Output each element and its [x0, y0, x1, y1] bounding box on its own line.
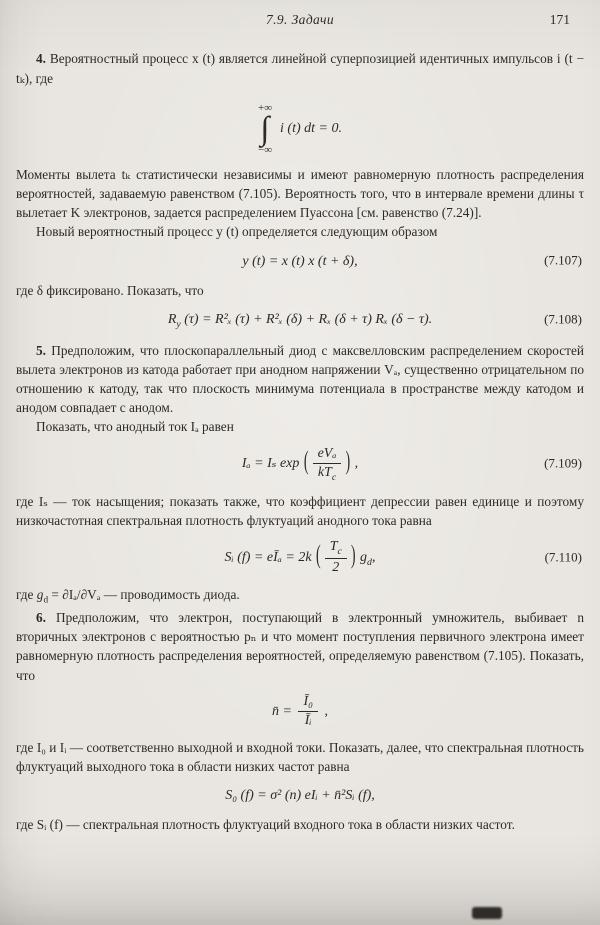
note-pre: где	[16, 587, 37, 603]
eq-7-109-lhs: Iₐ = Iₛ exp	[241, 456, 303, 472]
equation-nbar	[16, 694, 584, 729]
eq-7-109-den-sub: c	[331, 471, 337, 483]
problem-5-intro-text: Предположим, что плоскопараллельный диод с максвелловским распределением скоростей вылета электронов из катода работает при анодном напряжении Vₐ, существенно отрицательном по отношению к катоду, так что плоскость минимума потенциала в пространстве между катодом и анодом совпадает с анодом.	[16, 342, 584, 416]
eq-7-110-lhs: Sᵢ (f) = eĪₐ = 2k	[224, 549, 316, 565]
page-header	[16, 10, 584, 29]
integral-upper-limit: +∞	[258, 101, 273, 114]
note-g-sub: d	[43, 595, 49, 606]
problem-6-text-2: где I₀ и Iᵢ — соответственно выходной и входной токи. Показать, далее, что спектральная плотность флуктуаций выходного тока в области низких частот равна	[16, 739, 584, 775]
note-rest: = ∂Iₐ/∂Vₐ — проводимость диода.	[48, 587, 240, 603]
eq-7-108-base-sub: y	[176, 318, 181, 330]
eq-7-108-base: R	[167, 311, 177, 327]
eq-7-109-fraction	[313, 446, 342, 483]
eq-7-110-num-base: T	[329, 538, 338, 554]
eq-7-110-fraction	[325, 539, 347, 576]
problem-6-intro	[16, 608, 584, 685]
note-g-var: g	[36, 587, 44, 603]
eq-7-108-rest: (τ) = R²ₓ (τ) + R²ₓ (δ) + Rₓ (δ + τ) Rₓ (δ − τ).	[180, 311, 433, 327]
eq-nbar-fraction	[298, 694, 318, 729]
integral-expression	[258, 103, 342, 156]
eq-nbar-fraction-denominator: Īᵢ	[304, 712, 312, 728]
open-paren: (	[303, 448, 309, 477]
problem-6-text-3: где Sᵢ (f) — спектральная плотность флуктуаций входного тока в области низких частот.	[16, 817, 515, 833]
problem-4-text-4: где δ фиксировано. Показать, что	[16, 282, 204, 298]
eq-7-109-den-base: kT	[317, 464, 332, 480]
problem-5-conductance-note	[16, 585, 584, 608]
eq-7-110-rhs-sub: d	[367, 556, 372, 568]
problem-6-intro-text: Предположим, что электрон, поступающий в электронный умножитель, выбивает n вторичных электронов с вероятностью pₙ и что момент поступления первичного электрона имеет равномерную плотность распределения вероятностей, определяемую равенством (7.105). Показать, что	[16, 610, 584, 683]
integral-sign: ∫	[260, 110, 270, 147]
integral-sign-column	[258, 103, 272, 156]
equation-7-109-body	[241, 445, 359, 483]
equation-7-107	[16, 251, 584, 272]
integral-lower-limit: −∞	[258, 144, 273, 157]
eq-7-110-fraction-denominator: 2	[332, 560, 340, 576]
eq-7-110-fraction-numerator	[325, 539, 347, 559]
eq-nbar-lhs: n̄ =	[272, 703, 296, 719]
eq-7-110-tail: ,	[371, 549, 376, 565]
equation-nbar-body	[272, 693, 328, 728]
equation-7-108-number: (7.108)	[544, 312, 582, 327]
eq-nbar-fraction-numerator: Ī₀	[298, 694, 318, 712]
problem-4-text-2: Моменты вылета tₖ статистически независимы и имеют равномерную плотность распределения вероятностей, задаваемую равенством (7.105). Вероятность того, что в интервале времени длины τ вылетает K электронов, задается распределением Пуассона [см. равенство (7.24)].	[16, 167, 584, 221]
problem-5-intro	[16, 341, 584, 418]
equation-7-107-number: (7.107)	[544, 252, 582, 268]
problem-4-text-3: Новый вероятностный процесс y (t) определяется следующим образом	[36, 224, 438, 240]
problem-6-number: 6.	[36, 610, 46, 626]
open-paren: (	[316, 541, 321, 571]
equation-7-109-number: (7.109)	[544, 455, 582, 471]
equation-7-107-body: y (t) = x (t) x (t + δ),	[242, 253, 358, 269]
eq-7-109-fraction-numerator: eVₐ	[313, 446, 342, 464]
problem-5-number: 5.	[36, 342, 46, 358]
equation-7-108	[16, 309, 584, 332]
integral-body: i (t) dt = 0.	[280, 121, 342, 137]
problem-5-text-3: где Iₛ — ток насыщения; показать также, что коэффициент депрессии равен единице и поэтому низкочастотная спектральная плотность флуктуаций анодного тока равна	[16, 493, 584, 528]
equation-integral	[16, 97, 584, 156]
problem-5-text-2: Показать, что анодный ток Iₐ равен	[36, 419, 234, 435]
equation-7-110	[16, 539, 584, 576]
equation-s0-body: S₀ (f) = σ² (n) eIᵢ + n̄²Sᵢ (f),	[225, 788, 375, 804]
eq-7-109-tail: ,	[351, 456, 359, 472]
equation-7-108-body	[167, 311, 433, 330]
eq-7-110-num-sub: c	[337, 545, 342, 557]
section-title: 7.9. Задачи	[265, 12, 335, 27]
equation-7-110-number: (7.110)	[544, 549, 582, 565]
page-number: 171	[549, 12, 570, 27]
close-paren: )	[350, 541, 356, 571]
eq-7-109-fraction-denominator	[313, 464, 342, 483]
problem-4-intro	[16, 49, 584, 87]
close-paren: )	[345, 448, 351, 477]
equation-s0	[16, 785, 584, 806]
eq-nbar-tail: ,	[320, 703, 328, 719]
problem-4-intro-text: Вероятностный процесс x (t) является линейной суперпозицией идентичных импульсов i (t − tₖ), где	[16, 51, 584, 86]
problem-4-number: 4.	[36, 51, 46, 67]
equation-7-109	[16, 446, 584, 483]
equation-7-110-body	[224, 538, 376, 576]
eq-7-110-rhs-base: g	[356, 549, 368, 565]
scan-artifact	[472, 907, 502, 919]
